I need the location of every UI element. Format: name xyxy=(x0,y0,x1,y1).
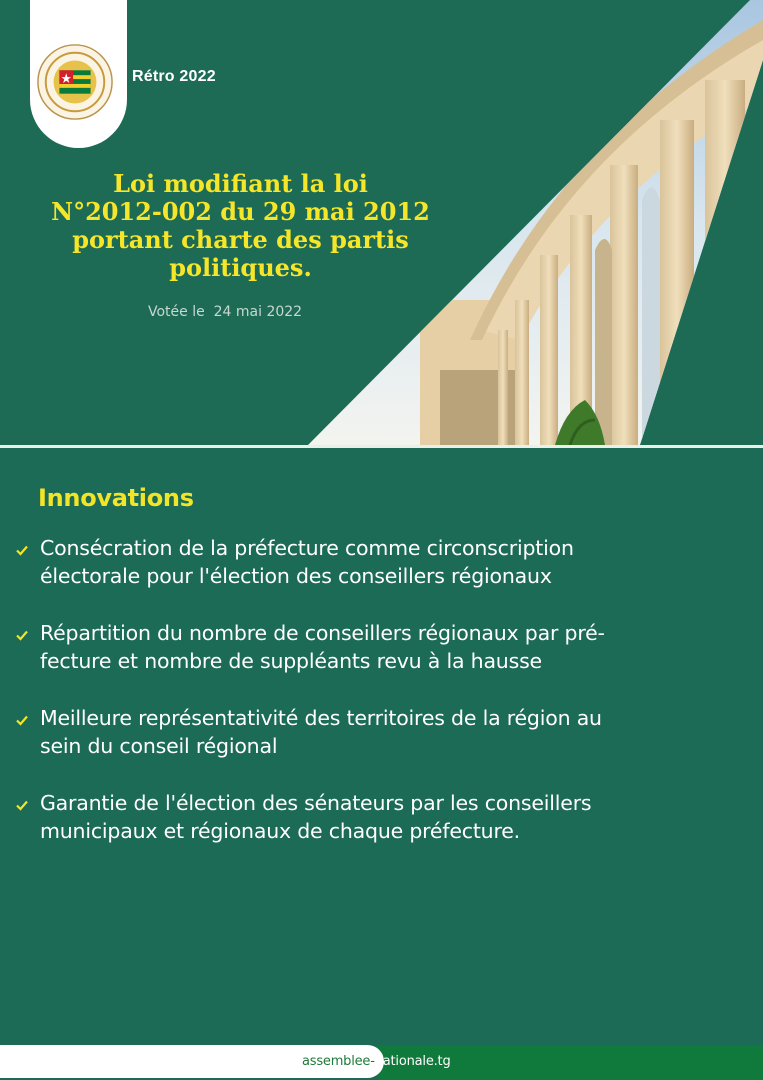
innovations-list xyxy=(14,534,744,874)
coat-of-arms-seal xyxy=(36,43,114,121)
header-banner xyxy=(0,0,763,445)
title-line: portant charte des partis xyxy=(72,225,409,254)
vote-date: Votée le 24 mai 2022 xyxy=(148,304,303,320)
item-line: municipaux et régionaux de chaque préfecture. xyxy=(40,819,520,843)
list-item xyxy=(14,704,744,789)
checkmark-icon xyxy=(14,627,30,643)
list-item xyxy=(14,534,744,619)
checkmark-icon xyxy=(14,542,30,558)
item-line: fecture et nombre de suppléants revu à la hausse xyxy=(40,649,542,673)
list-item-text xyxy=(40,619,744,675)
title-line: Loi modifiant la loi xyxy=(113,169,368,198)
item-line: sein du conseil régional xyxy=(40,734,278,758)
title-line: politiques. xyxy=(169,253,312,282)
item-line: Répartition du nombre de conseillers régionaux par pré- xyxy=(40,621,605,645)
item-line: Meilleure représentativité des territoires de la région au xyxy=(40,706,602,730)
checkmark-icon xyxy=(14,712,30,728)
law-title xyxy=(28,170,453,282)
checkmark-icon xyxy=(14,797,30,813)
innovations-heading: Innovations xyxy=(38,484,194,512)
website-link[interactable] xyxy=(302,1054,451,1069)
title-line: N°2012-002 du 29 mai 2012 xyxy=(51,197,430,226)
divider-line xyxy=(0,445,763,448)
website-link-part2: nationale.tg xyxy=(374,1054,451,1069)
retro-label: Rétro 2022 xyxy=(132,68,216,85)
item-line: Garantie de l'élection des sénateurs par les conseillers xyxy=(40,791,592,815)
list-item xyxy=(14,619,744,704)
list-item-text xyxy=(40,534,744,590)
item-line: électorale pour l'élection des conseillers régionaux xyxy=(40,564,552,588)
list-item-text xyxy=(40,789,744,845)
website-link-part1: assemblee- xyxy=(302,1054,375,1069)
list-item xyxy=(14,789,744,874)
item-line: Consécration de la préfecture comme circonscription xyxy=(40,536,574,560)
list-item-text xyxy=(40,704,744,760)
